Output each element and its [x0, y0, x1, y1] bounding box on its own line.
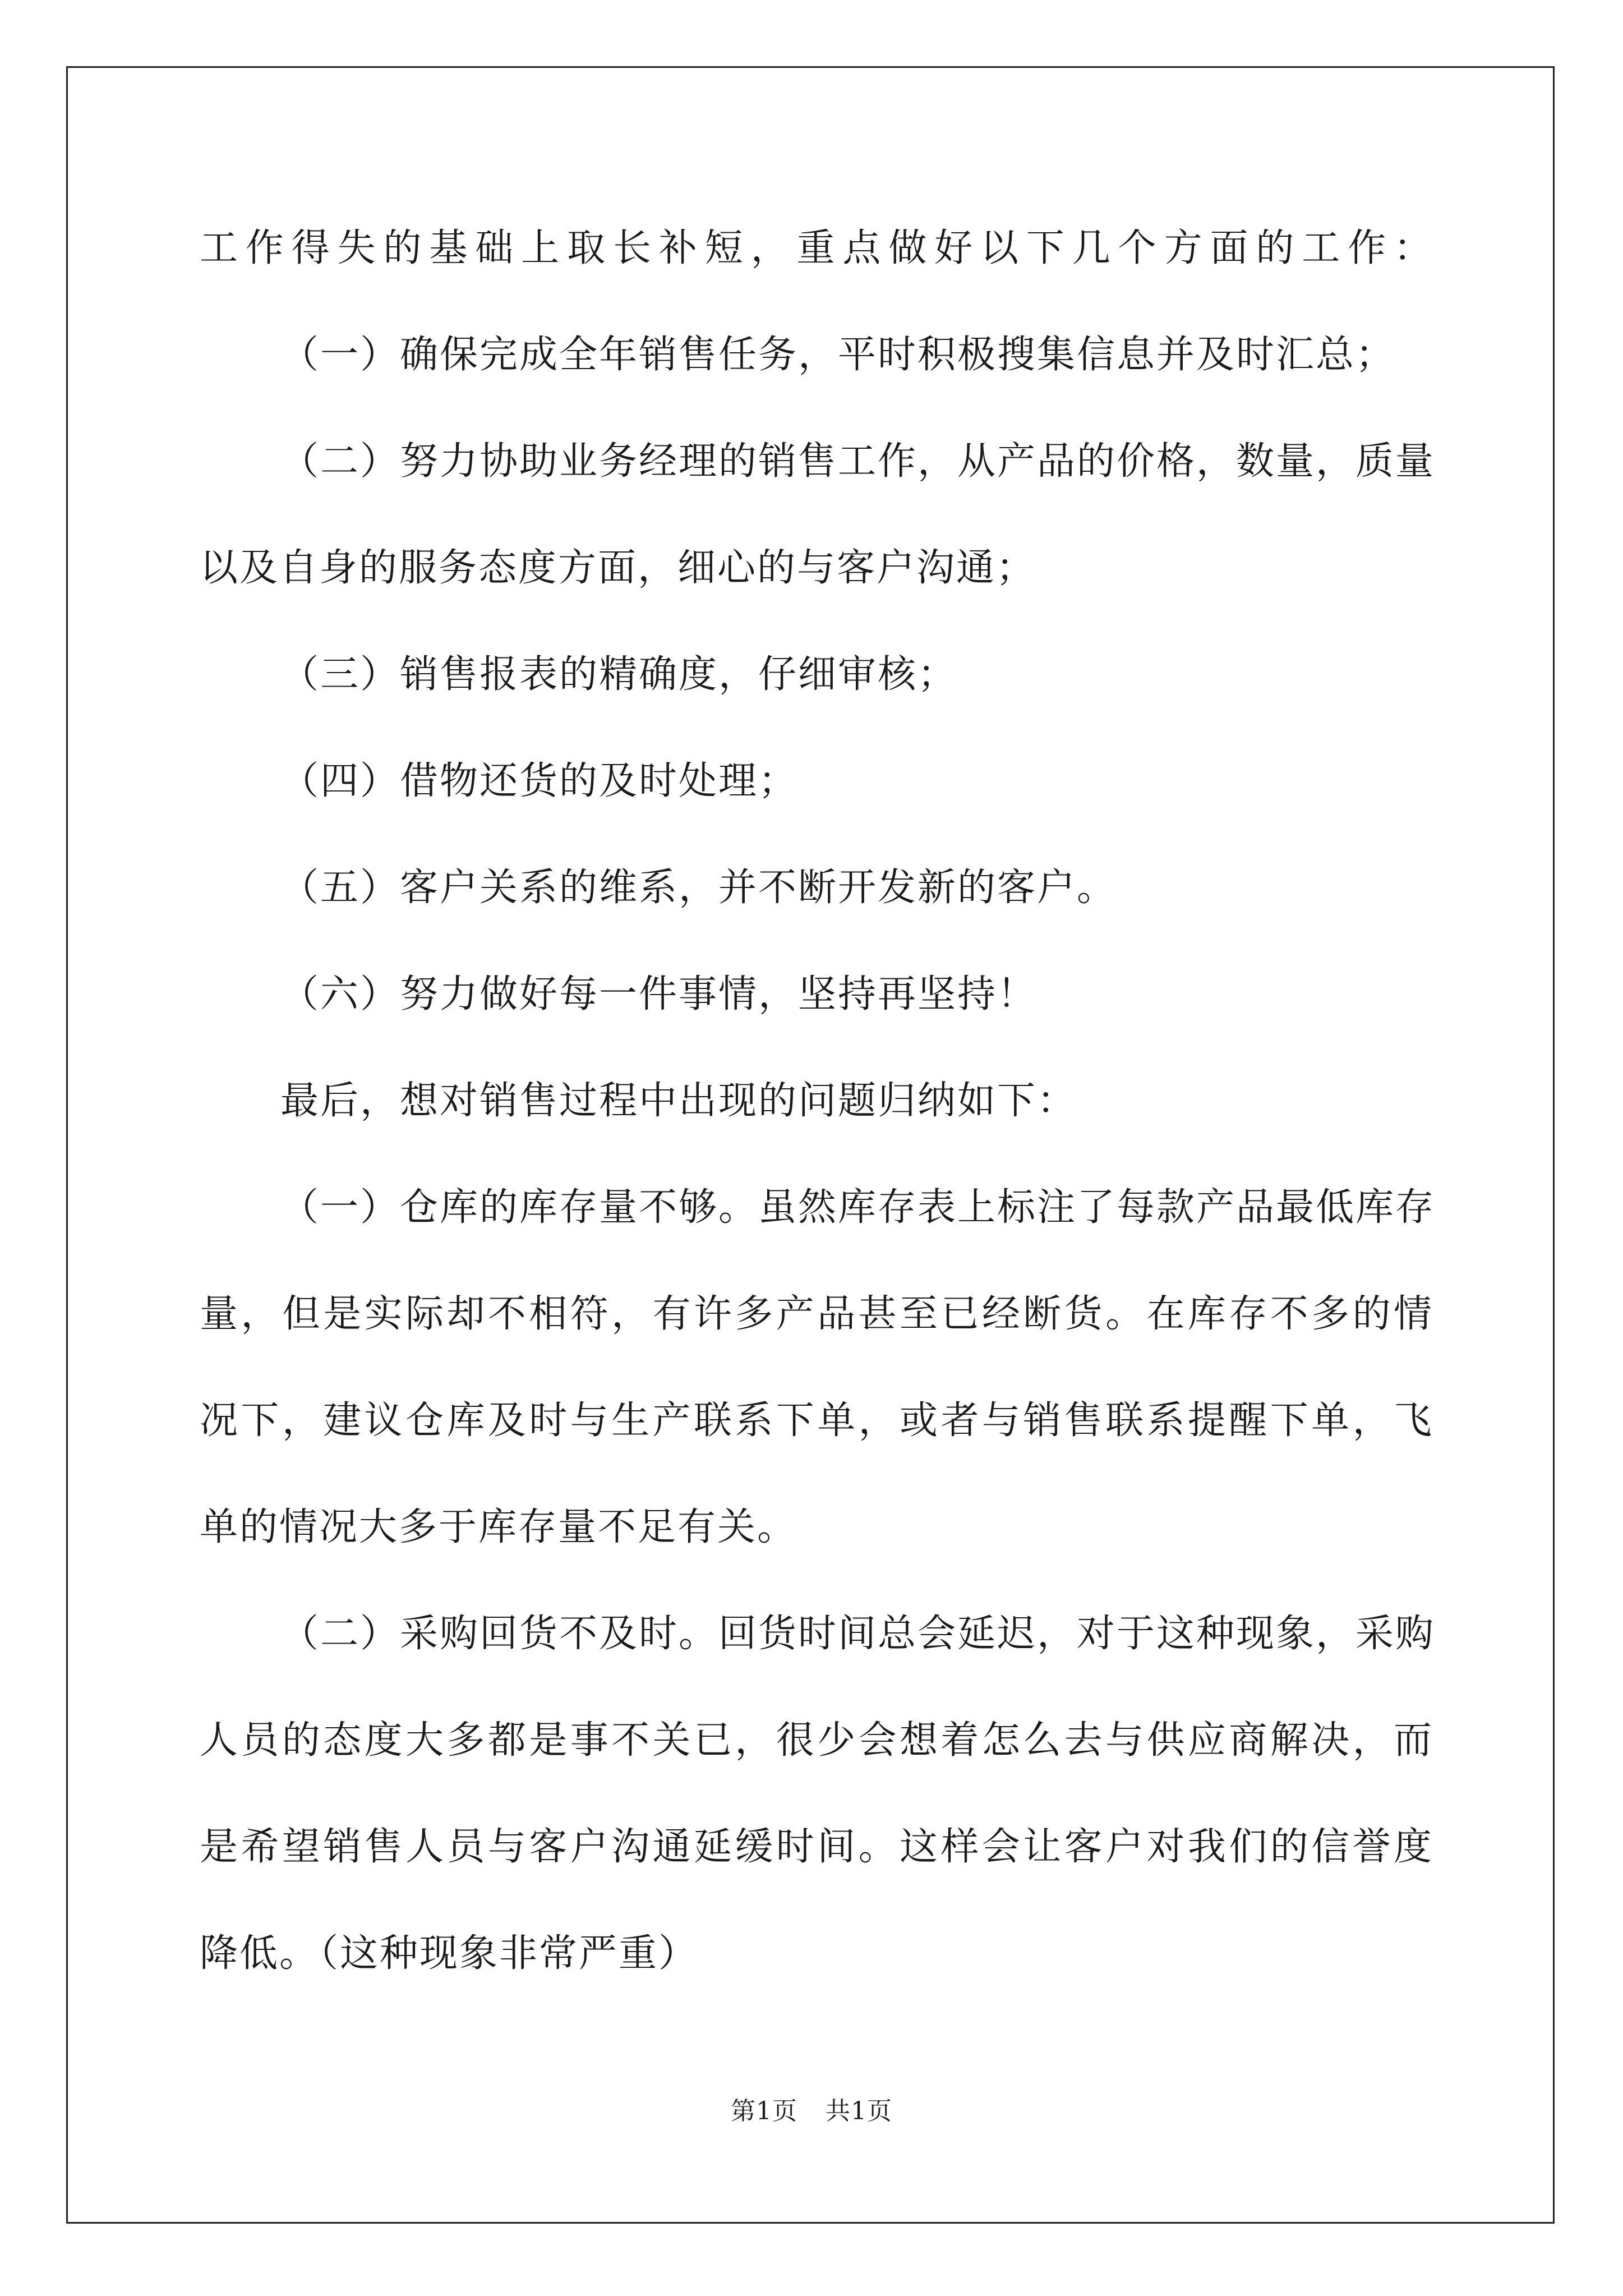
page-border: [66, 66, 1555, 2224]
page-footer: [0, 2095, 1623, 2128]
page-number: 第1页: [731, 2097, 797, 2125]
text-line: 量，但是实际却不相符，有许多产品甚至已经断货。在库存不多的情: [200, 1292, 1433, 1336]
text-line: 是希望销售人员与客户沟通延缓时间。这样会让客户对我们的信誉度: [200, 1825, 1433, 1869]
text-line: 工作得失的基础上取长补短，重点做好以下几个方面的工作：: [200, 226, 1433, 270]
text-line: （一）仓库的库存量不够。虽然库存表上标注了每款产品最低库存: [280, 1185, 1436, 1230]
text-line: （三）销售报表的精确度，仔细审核；: [280, 652, 958, 697]
text-line: 降低。（这种现象非常严重）: [200, 1931, 699, 1976]
text-line: （一）确保完成全年销售任务，平时积极搜集信息并及时汇总；: [280, 333, 1396, 377]
text-line: （二）努力协助业务经理的销售工作，从产品的价格，数量，质量: [280, 439, 1436, 484]
text-line: （六）努力做好每一件事情，坚持再坚持！: [280, 972, 1038, 1016]
text-line: 最后，想对销售过程中出现的问题归纳如下：: [280, 1079, 1077, 1123]
text-line: （五）客户关系的维系，并不断开发新的客户。: [280, 866, 1117, 910]
text-line: 以及自身的服务态度方面，细心的与客户沟通；: [200, 546, 1036, 590]
text-line: 人员的态度大多都是事不关已，很少会想着怎么去与供应商解决，而: [200, 1718, 1433, 1763]
text-line: （二）采购回货不及时。回货时间总会延迟，对于这种现象，采购: [280, 1612, 1436, 1656]
text-line: 单的情况大多于库存量不足有关。: [200, 1505, 797, 1549]
page-total: 共1页: [826, 2097, 892, 2125]
text-line: 况下，建议仓库及时与生产联系下单，或者与销售联系提醒下单，飞: [200, 1398, 1433, 1443]
text-line: （四）借物还货的及时处理；: [280, 759, 799, 803]
